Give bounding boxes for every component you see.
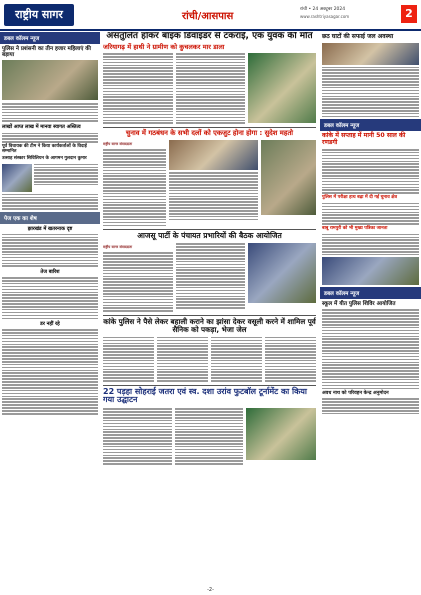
- left-sub-2: तेज बारिश: [40, 269, 60, 276]
- left-photo-1: [2, 60, 98, 100]
- right-sub-1: पुलिस में परीक्षा हाथ बढ़ा में दी गई चुनाव क्षेत्र: [322, 194, 397, 200]
- main-subheadline: जरियागढ़ में हाथी ने ग्रामीण को कुचलकर मार डाला: [103, 42, 225, 51]
- left-headline-4: उत्साह संस्कार सिविलियन के आगमन गुलदान कुमार: [2, 155, 87, 161]
- mid-byline-2: राष्ट्रीय सागर संवाददाता: [103, 245, 133, 250]
- masthead: [0, 0, 421, 30]
- left-body-2: [2, 133, 98, 143]
- right-body-2: [322, 149, 419, 194]
- mid-headline-4: कांके पुलिस ने पैसे लेकर बहाली कराने का झांसा देकर वसूली करने में शामिल पूर्व सैनिक को पकड़ा, भेजा जेल: [103, 316, 316, 334]
- right-headline-1: कांके में सप्ताह में मानी 50 साल की रणडगी: [322, 132, 406, 147]
- right-body-6: [322, 398, 419, 414]
- mid-byline-1: राष्ट्रीय सागर संवाददाता: [103, 142, 133, 147]
- left-body-1: [2, 103, 98, 122]
- mid-body-2b: [169, 172, 258, 220]
- right-headline-2: स्कूल में यीत पुलिस शिविर आयोजित: [322, 301, 396, 308]
- mid-headline-5: 22 पड़हा सोहराई जतरा एवं स्व. दशा उरांव फुटबॉल टूर्नामेंट का किया गया उद्घाटन: [103, 385, 316, 406]
- left-headline-1: पुलिस ने प्रशंसनी का तीन हजार महिलाएं की बड़ाया: [2, 46, 91, 59]
- left-section-strip: पेज एक का शेष: [0, 212, 100, 224]
- right-body-4: [322, 234, 419, 256]
- newspaper-logo: राष्ट्रीय सागर: [4, 4, 74, 26]
- left-body-4: [2, 194, 98, 210]
- dateline: रांची • 24 अक्टूबर 2024: [300, 7, 346, 12]
- mid-photo-3: [261, 140, 316, 215]
- left-body-6: [2, 277, 98, 319]
- right-column: [320, 32, 421, 595]
- main-headline: असंतुलित होकर बाइक डिवाइडर से टकराई, एक युवक की मौत: [106, 32, 313, 41]
- mid-body-4b: [157, 337, 208, 382]
- right-body-1: [322, 67, 419, 118]
- mid-photo-1: [248, 53, 316, 123]
- left-body-5: [2, 234, 98, 267]
- mid-body-3b: [176, 243, 246, 311]
- page-number: 2: [401, 5, 417, 23]
- mid-body-4c: [211, 337, 262, 382]
- right-body-3: [322, 203, 419, 225]
- left-stripe: डबल कॉलम न्यूज: [0, 32, 100, 44]
- left-body-3: [34, 164, 98, 192]
- mid-body-4d: [265, 337, 316, 382]
- left-headline-3: पूर्व विधायक की टीम ने किया कार्यकर्ताओं के विदाई सम्मानित: [2, 143, 87, 154]
- mid-headline-2: चुनाव में गठबंधन के सभी दलों को एकजुट होना होगा : सुदेश महतो: [103, 127, 316, 137]
- mid-photo-4: [248, 243, 316, 303]
- mid-body-2a: [103, 149, 166, 226]
- page-footer: -2-: [207, 587, 214, 593]
- section-title: रांची/आसपास: [182, 11, 234, 22]
- middle-column: [103, 32, 316, 595]
- left-column: [0, 32, 100, 595]
- mid-body-5a: [103, 408, 172, 465]
- mid-body-3a: [103, 252, 173, 311]
- masthead-rule: [0, 29, 421, 31]
- right-stripe-1: डबल कॉलम न्यूज: [320, 119, 421, 131]
- left-body-7: [2, 329, 98, 414]
- right-stripe-2: डबल कॉलम न्यूज: [320, 287, 421, 299]
- mid-body-4a: [103, 337, 154, 382]
- right-top-headline: छठ घाटों की सफाई जल अवस्था: [322, 33, 394, 40]
- left-sub-3: डर नहीं रहे: [40, 321, 60, 328]
- mid-photo-5: [246, 408, 316, 460]
- right-photo-2: [322, 257, 419, 285]
- website: www.rashtriyasagar.com: [300, 14, 350, 19]
- right-headline-3: अवध नाथ को परिवहन केन्द्र अनुमोदन: [322, 391, 389, 397]
- right-body-5: [322, 309, 419, 389]
- right-sub-2: बाबू रामपुरी को भी मुख्य पत्रिका जानता: [322, 225, 388, 231]
- left-headline-2: लाखों आप्त लाख में मानवा स्वागत अस्तित्व: [2, 124, 81, 131]
- mid-body-1b: [176, 53, 246, 124]
- left-photo-2: [2, 164, 32, 192]
- right-photo-1: [322, 43, 419, 65]
- mid-photo-2: [169, 140, 258, 170]
- mid-body-1a: [103, 53, 173, 124]
- left-sub-1: झारखंड में खतरनाक दृष्ट: [27, 225, 73, 232]
- mid-headline-3: आजसू पार्टी के पंचायत प्रभारियों की बैठक आयोजित: [103, 229, 316, 240]
- mid-body-5b: [175, 408, 244, 465]
